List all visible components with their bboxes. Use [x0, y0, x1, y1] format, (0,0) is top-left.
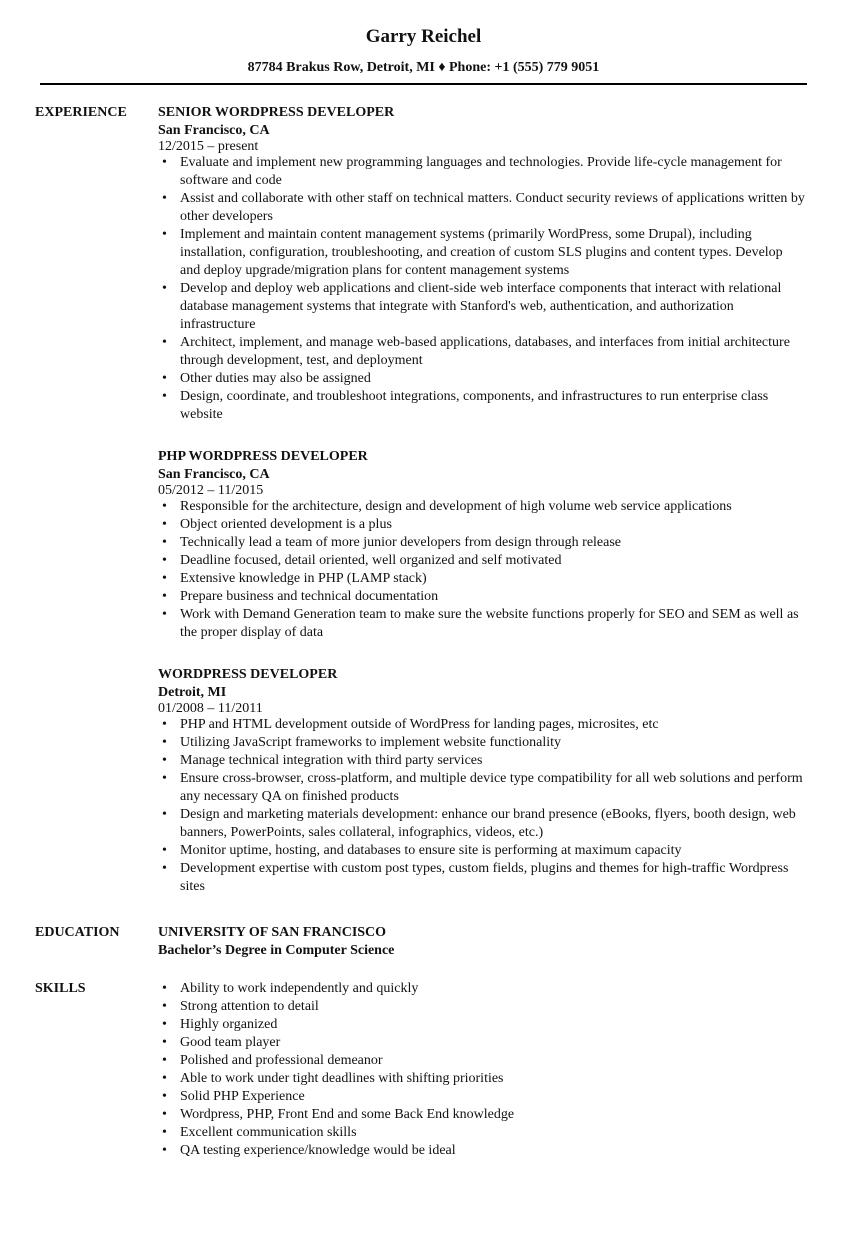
bullet-text: Technically lead a team of more junior developers from design through release [180, 535, 622, 550]
bullet-icon: • [162, 1071, 167, 1086]
education-section [35, 924, 806, 960]
bullet-text: Assist and collaborate with other staff on technical matters. Conduct security reviews of applications written by other developers [180, 191, 805, 224]
bullet-text: Architect, implement, and manage web-based applications, databases, and interfaces from initial architecture through development, test, and deployment [180, 335, 790, 368]
bullet-icon: • [162, 843, 167, 858]
list-item [158, 334, 806, 370]
bullet-icon: • [162, 1143, 167, 1158]
bullet-icon: • [162, 335, 167, 350]
job-dates: 12/2015 – present [158, 139, 259, 154]
list-item [158, 226, 806, 280]
job-location: Detroit, MI [158, 685, 227, 700]
bullet-icon: • [162, 191, 167, 206]
list-item [158, 1124, 806, 1142]
section-label-experience: EXPERIENCE [35, 105, 127, 120]
bullet-text: Design, coordinate, and troubleshoot integrations, components, and infrastructures to run enterprise class website [180, 389, 769, 422]
list-item [158, 498, 806, 516]
bullet-icon: • [162, 735, 167, 750]
section-label-education: EDUCATION [35, 925, 120, 940]
bullet-text: Object oriented development is a plus [180, 517, 392, 532]
list-item [158, 534, 806, 552]
list-item [158, 998, 806, 1016]
list-item [158, 1034, 806, 1052]
bullet-icon: • [162, 155, 167, 170]
bullet-text: Extensive knowledge in PHP (LAMP stack) [180, 571, 427, 586]
bullet-icon: • [162, 1107, 167, 1122]
list-item [158, 1088, 806, 1106]
bullet-text: Other duties may also be assigned [180, 371, 371, 386]
list-item [158, 606, 806, 642]
list-item [158, 752, 806, 770]
job-entry [158, 666, 806, 896]
bullet-icon: • [162, 589, 167, 604]
list-item [158, 716, 806, 734]
job-location: San Francisco, CA [158, 123, 270, 138]
header-divider [40, 83, 807, 85]
job-bullets [158, 498, 806, 642]
bullet-text: Ensure cross-browser, cross-platform, and multiple device type compatibility for all web solutions and perform any necessary QA on finished products [180, 771, 803, 804]
skill-text: Able to work under tight deadlines with shifting priorities [180, 1071, 504, 1086]
job-location: San Francisco, CA [158, 467, 270, 482]
bullet-icon: • [162, 371, 167, 386]
list-item [158, 860, 806, 896]
job-title: PHP WORDPRESS DEVELOPER [158, 449, 368, 464]
skill-text: Ability to work independently and quickly [180, 981, 419, 996]
skill-text: Strong attention to detail [180, 999, 319, 1014]
list-item [158, 1016, 806, 1034]
candidate-name: Garry Reichel [365, 26, 482, 47]
skill-text: QA testing experience/knowledge would be ideal [180, 1143, 456, 1158]
list-item [158, 388, 806, 424]
list-item [158, 1070, 806, 1088]
bullet-icon: • [162, 227, 167, 242]
skills-body [158, 980, 806, 1160]
job-entry [158, 448, 806, 642]
bullet-text: Responsible for the architecture, design and development of high volume web service applications [180, 499, 732, 514]
skills-list [158, 980, 806, 1160]
list-item [158, 552, 806, 570]
bullet-text: Monitor uptime, hosting, and databases to ensure site is performing at maximum capacity [180, 843, 682, 858]
bullet-text: Work with Demand Generation team to make sure the website functions properly for SEO and SEM as well as the proper display of data [180, 607, 799, 640]
bullet-icon: • [162, 807, 167, 822]
job-bullets [158, 716, 806, 896]
bullet-icon: • [162, 553, 167, 568]
list-item [158, 1052, 806, 1070]
bullet-icon: • [162, 571, 167, 586]
bullet-icon: • [162, 999, 167, 1014]
list-item [158, 1142, 806, 1160]
bullet-icon: • [162, 861, 167, 876]
list-item [158, 280, 806, 334]
bullet-text: Development expertise with custom post types, custom fields, plugins and themes for high-traffic Wordpress sites [180, 861, 789, 894]
list-item [158, 806, 806, 842]
skill-text: Solid PHP Experience [180, 1089, 305, 1104]
bullet-text: Develop and deploy web applications and client-side web interface components that interact with relational database management systems that integrate with Stanford's web, authentication, and authorization infrastructure [180, 281, 782, 332]
bullet-icon: • [162, 281, 167, 296]
list-item [158, 842, 806, 860]
job-dates: 05/2012 – 11/2015 [158, 483, 264, 498]
bullet-icon: • [162, 1053, 167, 1068]
list-item [158, 734, 806, 752]
bullet-icon: • [162, 535, 167, 550]
list-item [158, 570, 806, 588]
bullet-icon: • [162, 981, 167, 996]
bullet-text: Design and marketing materials development: enhance our brand presence (eBooks, flyers, booth design, web banners, PowerPoints, sales collateral, infographics, videos, etc.) [180, 807, 796, 840]
list-item [158, 154, 806, 190]
bullet-text: Utilizing JavaScript frameworks to implement website functionality [180, 735, 562, 750]
bullet-icon: • [162, 1017, 167, 1032]
bullet-icon: • [162, 517, 167, 532]
experience-body [158, 104, 806, 896]
education-body [158, 924, 806, 960]
bullet-text: Manage technical integration with third party services [180, 753, 483, 768]
list-item [158, 516, 806, 534]
bullet-text: Deadline focused, detail oriented, well organized and self motivated [180, 553, 562, 568]
list-item [158, 1106, 806, 1124]
bullet-icon: • [162, 1125, 167, 1140]
bullet-icon: • [162, 771, 167, 786]
skill-text: Wordpress, PHP, Front End and some Back End knowledge [180, 1107, 515, 1122]
resume-header [40, 26, 807, 77]
skills-section [35, 980, 806, 1160]
skill-text: Excellent communication skills [180, 1125, 357, 1140]
school-name: UNIVERSITY OF SAN FRANCISCO [158, 925, 387, 940]
bullet-icon: • [162, 717, 167, 732]
job-entry [158, 104, 806, 424]
skill-text: Good team player [180, 1035, 281, 1050]
job-dates: 01/2008 – 11/2011 [158, 701, 263, 716]
contact-line: 87784 Brakus Row, Detroit, MI ♦ Phone: +1 (555) 779 9051 [247, 60, 600, 75]
section-label-skills: SKILLS [35, 981, 86, 996]
job-bullets [158, 154, 806, 424]
bullet-icon: • [162, 607, 167, 622]
list-item [158, 770, 806, 806]
bullet-icon: • [162, 753, 167, 768]
list-item [158, 370, 806, 388]
list-item [158, 588, 806, 606]
bullet-text: Evaluate and implement new programming languages and technologies. Provide life-cycle management for software and code [180, 155, 782, 188]
bullet-icon: • [162, 389, 167, 404]
bullet-text: Prepare business and technical documentation [180, 589, 439, 604]
degree: Bachelor’s Degree in Computer Science [158, 943, 395, 958]
job-title: WORDPRESS DEVELOPER [158, 667, 338, 682]
bullet-icon: • [162, 1035, 167, 1050]
bullet-text: Implement and maintain content management systems (primarily WordPress, some Drupal), including installation, configuration, troubleshooting, and creation of custom SLS plugins and content types. Develop and deploy upgrade/migration plans for content management systems [180, 227, 783, 278]
experience-section [35, 104, 806, 896]
bullet-icon: • [162, 499, 167, 514]
skill-text: Highly organized [180, 1017, 278, 1032]
list-item [158, 980, 806, 998]
skill-text: Polished and professional demeanor [180, 1053, 383, 1068]
bullet-icon: • [162, 1089, 167, 1104]
bullet-text: PHP and HTML development outside of WordPress for landing pages, microsites, etc [180, 717, 659, 732]
job-title: SENIOR WORDPRESS DEVELOPER [158, 105, 395, 120]
list-item [158, 190, 806, 226]
